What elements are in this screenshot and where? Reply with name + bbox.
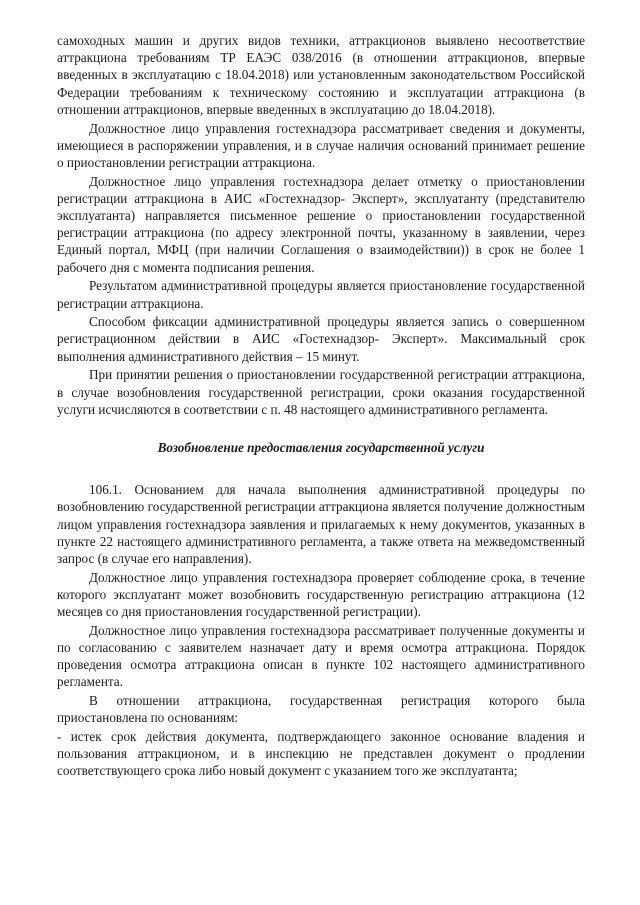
paragraph-suspension-grounds: В отношении аттракциона, государственная регистрация которого была приостановлена по основаниям: <box>57 693 585 726</box>
document-page <box>57 32 585 781</box>
list-item-expired-document: - истек срок действия документа, подтверждающего законное основание владения и пользования аттракционом, и в инспекцию не представлен документ о продлении соответствующего срока либо новый документ с указанием того же эксплуатанта; <box>57 729 585 779</box>
paragraph-continuation: самоходных машин и других видов техники, аттракционов выявлено несоответствие аттракциона требованиям ТР ЕАЭС 038/2016 (в отношении аттракционов, впервые введенных в эксплуатацию с 18.04.2018) или установленным законодательством Российской Федерации требованиям к техническому состоянию и эксплуатации аттракциона (в отношении аттракционов, впервые введенных в эксплуатацию до 18.04.2018). <box>57 33 585 117</box>
paragraph-suspension-notice: Должностное лицо управления гостехнадзора делает отметку о приостановлении регистрации аттракциона в АИС «Гостехнадзор- Эксперт», эксплуатанту (представителю эксплуатанта) направляется письменное решение о приостановлении государственной регистрации аттракциона (по адресу электронной почты, указанному в заявлении, через Единый портал, МФЦ (при наличии Соглашения о взаимодействии)) в срок не более 1 рабочего дня с момента подписания решения. <box>57 173 585 275</box>
paragraph-review-documents: Должностное лицо управления гостехнадзора рассматривает сведения и документы, имеющиеся в распоряжении управления, и в случае наличия оснований принимает решение о приостановлении регистрации аттракциона. <box>57 120 585 170</box>
paragraph-fixation-method: Способом фиксации административной процедуры является запись о совершенном регистрационном действии в АИС «Гостехнадзор- Эксперт». Максимальный срок выполнения административного действия – 15 минут. <box>57 314 585 364</box>
paragraph-procedure-result: Результатом административной процедуры является приостановление государственной регистрации аттракциона. <box>57 278 585 311</box>
paragraph-inspection-date: Должностное лицо управления гостехнадзора рассматривает полученные документы и по согласованию с заявителем назначает дату и время осмотра аттракциона. Порядок проведения осмотра аттракциона описан в пункте 102 настоящего административного регламента. <box>57 622 585 690</box>
paragraph-106-1: 106.1. Основанием для начала выполнения административной процедуры по возобновлению государственной регистрации аттракциона является получение должностным лицом управления гостехнадзора заявления и прилагаемых к нему документов, указанных в пункте 22 настоящего административного регламента, а также ответа на межведомственный запрос (в случае его направления). <box>57 482 585 566</box>
section-heading: Возобновление предоставления государственной услуги <box>157 439 485 455</box>
paragraph-service-terms: При принятии решения о приостановлении государственной регистрации аттракциона, в случае возобновления государственной регистрации, сроки оказания государственной услуги исчисляются в соответствии с п. 48 настоящего административного регламента. <box>57 367 585 417</box>
paragraph-term-check: Должностное лицо управления гостехнадзора проверяет соблюдение срока, в течение которого эксплуатант может возобновить государственную регистрацию аттракциона (12 месяцев со дня приостановления государственной регистрации). <box>57 569 585 620</box>
